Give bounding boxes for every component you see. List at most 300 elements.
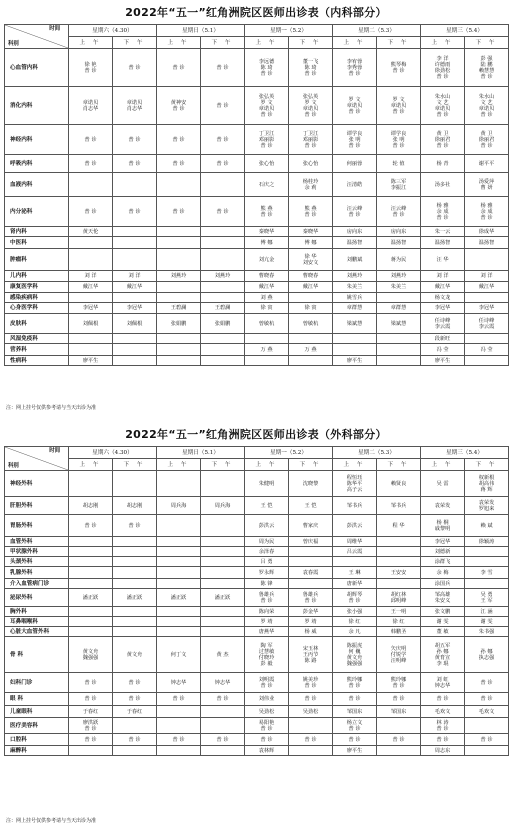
doctor-name: 罗 文 xyxy=(392,96,405,103)
schedule-cell xyxy=(245,557,289,567)
schedule-cell xyxy=(157,734,201,746)
schedule-cell xyxy=(421,627,465,637)
schedule-cell xyxy=(377,155,421,173)
doctor-name: 陈 琦 xyxy=(260,64,273,71)
department-name: 风湿免疫科 xyxy=(5,334,69,344)
doctor-name: 轮 值 xyxy=(392,160,405,167)
doctor-name: 普 诊 xyxy=(348,682,361,689)
schedule-cell xyxy=(333,293,377,303)
schedule-cell xyxy=(113,627,157,637)
afternoon-header: 下 午 xyxy=(377,459,421,471)
schedule-cell xyxy=(465,49,509,87)
doctor-name: 普 诊 xyxy=(128,160,141,167)
schedule-cell xyxy=(289,673,333,693)
doctor-name: 罗旭来 xyxy=(478,505,495,512)
doctor-name: 普 诊 xyxy=(436,214,449,221)
schedule-cell xyxy=(201,673,245,693)
schedule-cell xyxy=(289,471,333,497)
doctor-name: 李 洋 xyxy=(436,55,449,62)
table-row xyxy=(5,637,509,673)
department-name: 心身医学科 xyxy=(5,303,69,314)
doctor-name: 涂国兵 xyxy=(434,580,451,587)
doctor-name: 孙 娜 xyxy=(480,648,493,655)
doctor-name: 易阳艳 xyxy=(258,719,275,726)
table-row xyxy=(5,227,509,237)
schedule-cell xyxy=(465,547,509,557)
doctor-name: 赖贤良 xyxy=(390,480,407,487)
doctor-name: 廖平生 xyxy=(82,357,99,364)
schedule-cell xyxy=(421,637,465,673)
doctor-name: 黄神安 xyxy=(170,99,187,106)
schedule-cell xyxy=(333,718,377,734)
schedule-cell xyxy=(69,237,113,249)
doctor-name: 普 诊 xyxy=(392,142,405,149)
schedule-cell xyxy=(377,49,421,87)
schedule-cell xyxy=(421,293,465,303)
doctor-name: 普 诊 xyxy=(84,67,97,74)
schedule-cell xyxy=(157,706,201,718)
schedule-cell xyxy=(289,125,333,155)
department-name: 神经内科 xyxy=(5,125,69,155)
doctor-name: 李振江 xyxy=(390,184,407,191)
schedule-cell xyxy=(333,173,377,197)
doctor-name: 蒋为民 xyxy=(390,256,407,263)
internal-note: 注：网上挂号仅供参考请与当天出诊为准 xyxy=(6,405,97,411)
department-name: 血管外科 xyxy=(5,537,69,547)
doctor-name: 章群慧 xyxy=(390,305,407,311)
schedule-cell xyxy=(113,734,157,746)
morning-header: 上 午 xyxy=(421,459,465,471)
doctor-name: 黄育宣 xyxy=(434,654,451,661)
doctor-name: 温扬智 xyxy=(478,239,495,246)
schedule-cell xyxy=(289,293,333,303)
schedule-cell xyxy=(465,567,509,579)
department-name: 泌尿外科 xyxy=(5,589,69,607)
doctor-name: 普 诊 xyxy=(480,679,493,686)
schedule-cell xyxy=(201,249,245,271)
schedule-cell xyxy=(69,356,113,366)
schedule-cell xyxy=(333,637,377,673)
doctor-name: 章群慧 xyxy=(346,305,363,311)
table-row xyxy=(5,314,509,334)
doctor-name: 普 诊 xyxy=(260,142,273,149)
schedule-cell xyxy=(289,617,333,627)
schedule-cell xyxy=(245,627,289,637)
table-row xyxy=(5,49,509,87)
doctor-name: 朱一云 xyxy=(434,228,451,235)
schedule-cell xyxy=(157,125,201,155)
schedule-cell xyxy=(289,515,333,537)
doctor-name: 陈华平 xyxy=(346,480,363,487)
schedule-cell xyxy=(201,356,245,366)
schedule-cell xyxy=(465,87,509,125)
table-row xyxy=(5,547,509,557)
doctor-name: 戚黎明 xyxy=(434,525,451,532)
doctor-name: 普 诊 xyxy=(304,70,317,77)
schedule-cell xyxy=(157,293,201,303)
doctor-name: 廖洪跃 xyxy=(82,719,99,726)
schedule-cell xyxy=(245,537,289,547)
doctor-name: 邓丽影 xyxy=(302,136,319,143)
doctor-name: 罗永辉 xyxy=(258,569,275,576)
schedule-cell xyxy=(157,49,201,87)
schedule-cell xyxy=(377,607,421,617)
schedule-cell xyxy=(421,589,465,607)
doctor-name: 杨文龙 xyxy=(434,294,451,301)
doctor-name: 普 诊 xyxy=(172,136,185,143)
schedule-cell xyxy=(113,706,157,718)
schedule-cell xyxy=(377,515,421,537)
doctor-name: 过慧敏 xyxy=(258,648,275,655)
department-name: 儿内科 xyxy=(5,271,69,282)
doctor-name: 戴江华 xyxy=(434,284,451,290)
doctor-name: 徐丽君 xyxy=(478,136,495,143)
schedule-cell xyxy=(245,515,289,537)
schedule-cell xyxy=(157,673,201,693)
doctor-name: 普 诊 xyxy=(172,696,185,702)
schedule-cell xyxy=(113,155,157,173)
table-row xyxy=(5,734,509,746)
doctor-name: 李冠华 xyxy=(478,305,495,311)
schedule-cell xyxy=(201,471,245,497)
morning-header: 上 午 xyxy=(245,37,289,49)
schedule-cell xyxy=(245,249,289,271)
doctor-name: 黄 杰 xyxy=(216,651,229,658)
doctor-name: 吴 雷 xyxy=(436,480,449,487)
schedule-cell xyxy=(113,637,157,673)
doctor-name: 普 诊 xyxy=(304,142,317,149)
table-row xyxy=(5,471,509,497)
doctor-name: 章诺贝 xyxy=(390,102,407,109)
doctor-name: 刘鹏斌 xyxy=(346,256,363,263)
doctor-name: 张弘英 xyxy=(258,93,275,100)
schedule-cell xyxy=(333,579,377,589)
schedule-cell xyxy=(201,547,245,557)
doctor-name: 赖 斌 xyxy=(480,522,493,529)
schedule-cell xyxy=(333,693,377,706)
afternoon-header: 下 午 xyxy=(201,37,245,49)
doctor-name: 潘正跃 xyxy=(126,594,143,601)
doctor-name: 钟志华 xyxy=(214,679,231,686)
schedule-cell xyxy=(201,303,245,314)
table-row xyxy=(5,718,509,734)
doctor-name: 权新根 xyxy=(478,474,495,481)
doctor-name: 曹晓春 xyxy=(258,273,275,279)
doctor-name: 戴江华 xyxy=(478,284,495,290)
schedule-cell xyxy=(69,314,113,334)
schedule-surgical xyxy=(4,414,508,827)
doctor-name: 胡志刚 xyxy=(82,502,99,509)
department-name: 肝胆外科 xyxy=(5,497,69,515)
schedule-cell xyxy=(69,607,113,617)
schedule-cell xyxy=(465,125,509,155)
schedule-cell xyxy=(113,356,157,366)
doctor-name: 普 诊 xyxy=(392,211,405,218)
schedule-cell xyxy=(333,197,377,227)
doctor-name: 徐 寅 xyxy=(260,305,273,311)
doctor-name: 周维华 xyxy=(346,538,363,545)
schedule-cell xyxy=(69,557,113,567)
schedule-cell xyxy=(245,282,289,293)
doctor-name: 朱美兰 xyxy=(390,284,407,290)
schedule-cell xyxy=(69,293,113,303)
doctor-name: 丁卫江 xyxy=(302,130,319,137)
doctor-name: 普 诊 xyxy=(304,736,317,743)
schedule-cell xyxy=(201,271,245,282)
schedule-cell xyxy=(113,579,157,589)
schedule-cell xyxy=(157,249,201,271)
day-header: 星期一（5.2） xyxy=(245,25,333,37)
doctor-name: 刘燕玲 xyxy=(390,273,407,279)
schedule-cell xyxy=(465,627,509,637)
schedule-cell xyxy=(421,579,465,589)
schedule-cell xyxy=(465,718,509,734)
doctor-name: 普 诊 xyxy=(216,736,229,743)
schedule-cell xyxy=(289,567,333,579)
doctor-name: 曹家庆 xyxy=(302,522,319,529)
doctor-name: 李冠华 xyxy=(82,305,99,311)
doctor-name: 普 诊 xyxy=(348,211,361,218)
schedule-cell xyxy=(333,227,377,237)
schedule-cell xyxy=(377,718,421,734)
doctor-name: 廖平生 xyxy=(346,357,363,364)
schedule-cell xyxy=(201,87,245,125)
afternoon-header: 下 午 xyxy=(377,37,421,49)
schedule-cell xyxy=(245,547,289,557)
schedule-cell xyxy=(289,557,333,567)
schedule-cell xyxy=(289,87,333,125)
doctor-name: 普 诊 xyxy=(392,108,405,115)
schedule-cell xyxy=(201,734,245,746)
table-row xyxy=(5,557,509,567)
schedule-cell xyxy=(333,87,377,125)
doctor-name: 普 诊 xyxy=(172,208,185,215)
department-name: 肿瘤科 xyxy=(5,249,69,271)
schedule-cell xyxy=(113,547,157,557)
schedule-cell xyxy=(289,314,333,334)
schedule-cell xyxy=(245,125,289,155)
schedule-cell xyxy=(201,627,245,637)
schedule-cell xyxy=(69,344,113,356)
doctor-name: 杨 桐 xyxy=(436,519,449,526)
doctor-name: 普 诊 xyxy=(216,208,229,215)
schedule-cell xyxy=(289,271,333,282)
doctor-name: 吴劲松 xyxy=(258,708,275,715)
afternoon-header: 下 午 xyxy=(113,37,157,49)
schedule-cell xyxy=(113,471,157,497)
schedule-cell xyxy=(201,49,245,87)
schedule-cell xyxy=(465,344,509,356)
table-row xyxy=(5,617,509,627)
schedule-cell xyxy=(289,497,333,515)
doctor-name: 朱健明 xyxy=(258,480,275,487)
morning-header: 上 午 xyxy=(245,459,289,471)
table-row xyxy=(5,607,509,617)
schedule-cell xyxy=(289,637,333,673)
schedule-cell xyxy=(157,547,201,557)
doctor-name: 姚雪兵 xyxy=(346,294,363,301)
schedule-cell xyxy=(69,673,113,693)
doctor-name: 胡五军 xyxy=(434,642,451,649)
doctor-name: 文 艺 xyxy=(436,99,449,106)
doctor-name: 王 恺 xyxy=(304,502,317,509)
schedule-cell xyxy=(289,734,333,746)
department-name: 眼 科 xyxy=(5,693,69,706)
schedule-cell xyxy=(245,314,289,334)
doctor-name: 温扬智 xyxy=(390,239,407,246)
schedule-cell xyxy=(465,589,509,607)
schedule-internal xyxy=(4,0,508,414)
schedule-cell xyxy=(201,567,245,579)
schedule-cell xyxy=(465,471,509,497)
schedule-cell xyxy=(113,673,157,693)
doctor-name: 魏强强 xyxy=(82,654,99,661)
schedule-cell xyxy=(333,125,377,155)
schedule-cell xyxy=(201,579,245,589)
schedule-cell xyxy=(69,617,113,627)
doctor-name: 廖平生 xyxy=(346,747,363,754)
schedule-cell xyxy=(157,497,201,515)
schedule-cell xyxy=(113,173,157,197)
doctor-name: 周兵海 xyxy=(170,502,187,509)
schedule-cell xyxy=(333,673,377,693)
schedule-cell xyxy=(377,537,421,547)
schedule-cell xyxy=(377,673,421,693)
schedule-cell xyxy=(245,734,289,746)
schedule-cell xyxy=(69,197,113,227)
schedule-cell xyxy=(465,497,509,515)
doctor-name: 刘燕玲 xyxy=(170,273,187,279)
schedule-cell xyxy=(157,718,201,734)
doctor-name: 杨桂玲 xyxy=(302,178,319,185)
doctor-name: 丁卫江 xyxy=(258,130,275,137)
surgical-note: 注：网上挂号仅供参考请与当天出诊为准 xyxy=(6,818,97,824)
schedule-cell xyxy=(245,673,289,693)
doctor-name: 刘佩根 xyxy=(126,320,143,327)
schedule-cell xyxy=(289,607,333,617)
doctor-name: 余 莉 xyxy=(304,184,317,191)
table-row xyxy=(5,693,509,706)
doctor-name: 黄文舟 xyxy=(346,654,363,661)
doctor-name: 朱书强 xyxy=(478,628,495,635)
schedule-cell xyxy=(113,271,157,282)
doctor-name: 普 诊 xyxy=(216,160,229,167)
schedule-cell xyxy=(113,87,157,125)
schedule-cell xyxy=(465,579,509,589)
schedule-cell xyxy=(69,271,113,282)
department-name: 营养科 xyxy=(5,344,69,356)
doctor-name: 石庆之 xyxy=(258,181,275,188)
doctor-name: 汪清皓 xyxy=(346,181,363,188)
schedule-cell xyxy=(113,249,157,271)
doctor-name: 刘 燕 xyxy=(260,294,273,301)
schedule-cell xyxy=(377,356,421,366)
doctor-name: 曾敏杭 xyxy=(258,320,275,327)
schedule-cell xyxy=(201,282,245,293)
schedule-cell xyxy=(113,197,157,227)
doctor-name: 余泽春 xyxy=(258,548,275,555)
doctor-name: 彭 毅 xyxy=(260,660,273,667)
doctor-name: 王安安 xyxy=(390,569,407,576)
schedule-cell xyxy=(69,537,113,547)
doctor-name: 谢平平 xyxy=(478,160,495,167)
doctor-name: 任诗峰 xyxy=(434,317,451,324)
doctor-name: 熊玲娜 xyxy=(346,676,363,683)
schedule-cell xyxy=(333,589,377,607)
schedule-cell xyxy=(113,293,157,303)
table-row xyxy=(5,746,509,756)
morning-header: 上 午 xyxy=(157,37,201,49)
schedule-cell xyxy=(377,344,421,356)
doctor-name: 黄天伦 xyxy=(82,228,99,235)
schedule-cell xyxy=(377,567,421,579)
doctor-name: 普 诊 xyxy=(348,736,361,743)
doctor-name: 曹 妍 xyxy=(480,184,493,191)
schedule-cell xyxy=(465,673,509,693)
schedule-cell xyxy=(333,237,377,249)
schedule-cell xyxy=(421,718,465,734)
schedule-cell xyxy=(465,637,509,673)
schedule-cell xyxy=(465,282,509,293)
doctor-name: 汪明峰 xyxy=(390,657,407,664)
doctor-name: 普 诊 xyxy=(260,736,273,743)
department-name: 胃肠外科 xyxy=(5,515,69,537)
schedule-cell xyxy=(157,155,201,173)
schedule-cell xyxy=(157,237,201,249)
schedule-cell xyxy=(377,617,421,627)
schedule-cell xyxy=(421,537,465,547)
schedule-cell xyxy=(333,734,377,746)
doctor-name: 普 诊 xyxy=(304,696,317,702)
schedule-cell xyxy=(245,356,289,366)
schedule-cell xyxy=(245,303,289,314)
schedule-cell xyxy=(69,589,113,607)
schedule-cell xyxy=(289,227,333,237)
doctor-name: 鲁雄兵 xyxy=(258,591,275,598)
doctor-name: 普 诊 xyxy=(392,696,405,702)
doctor-name: 徐 红 xyxy=(348,618,361,625)
doctor-name: 普 诊 xyxy=(84,736,97,743)
doctor-name: 邓丽影 xyxy=(258,136,275,143)
doctor-name: 章诺贝 xyxy=(302,105,319,112)
schedule-cell xyxy=(201,227,245,237)
department-name: 口腔科 xyxy=(5,734,69,746)
day-header: 星期六（4.30） xyxy=(69,447,157,459)
schedule-cell xyxy=(157,579,201,589)
schedule-cell xyxy=(113,537,157,547)
schedule-cell xyxy=(69,627,113,637)
schedule-cell xyxy=(245,579,289,589)
doctor-name: 刘佩根 xyxy=(82,320,99,327)
doctor-name: 刘亢金 xyxy=(258,256,275,263)
schedule-cell xyxy=(465,557,509,567)
schedule-cell xyxy=(421,617,465,627)
schedule-cell xyxy=(69,173,113,197)
doctor-name: 普 诊 xyxy=(216,136,229,143)
doctor-name: 普 诊 xyxy=(304,682,317,689)
schedule-cell xyxy=(113,344,157,356)
schedule-cell xyxy=(421,567,465,579)
schedule-cell xyxy=(69,282,113,293)
afternoon-header: 下 午 xyxy=(201,459,245,471)
schedule-cell xyxy=(289,537,333,547)
afternoon-header: 下 午 xyxy=(465,37,509,49)
schedule-cell xyxy=(421,227,465,237)
doctor-name: 潘正跃 xyxy=(170,594,187,601)
schedule-cell xyxy=(69,734,113,746)
schedule-cell xyxy=(333,303,377,314)
doctor-name: 普 诊 xyxy=(392,682,405,689)
